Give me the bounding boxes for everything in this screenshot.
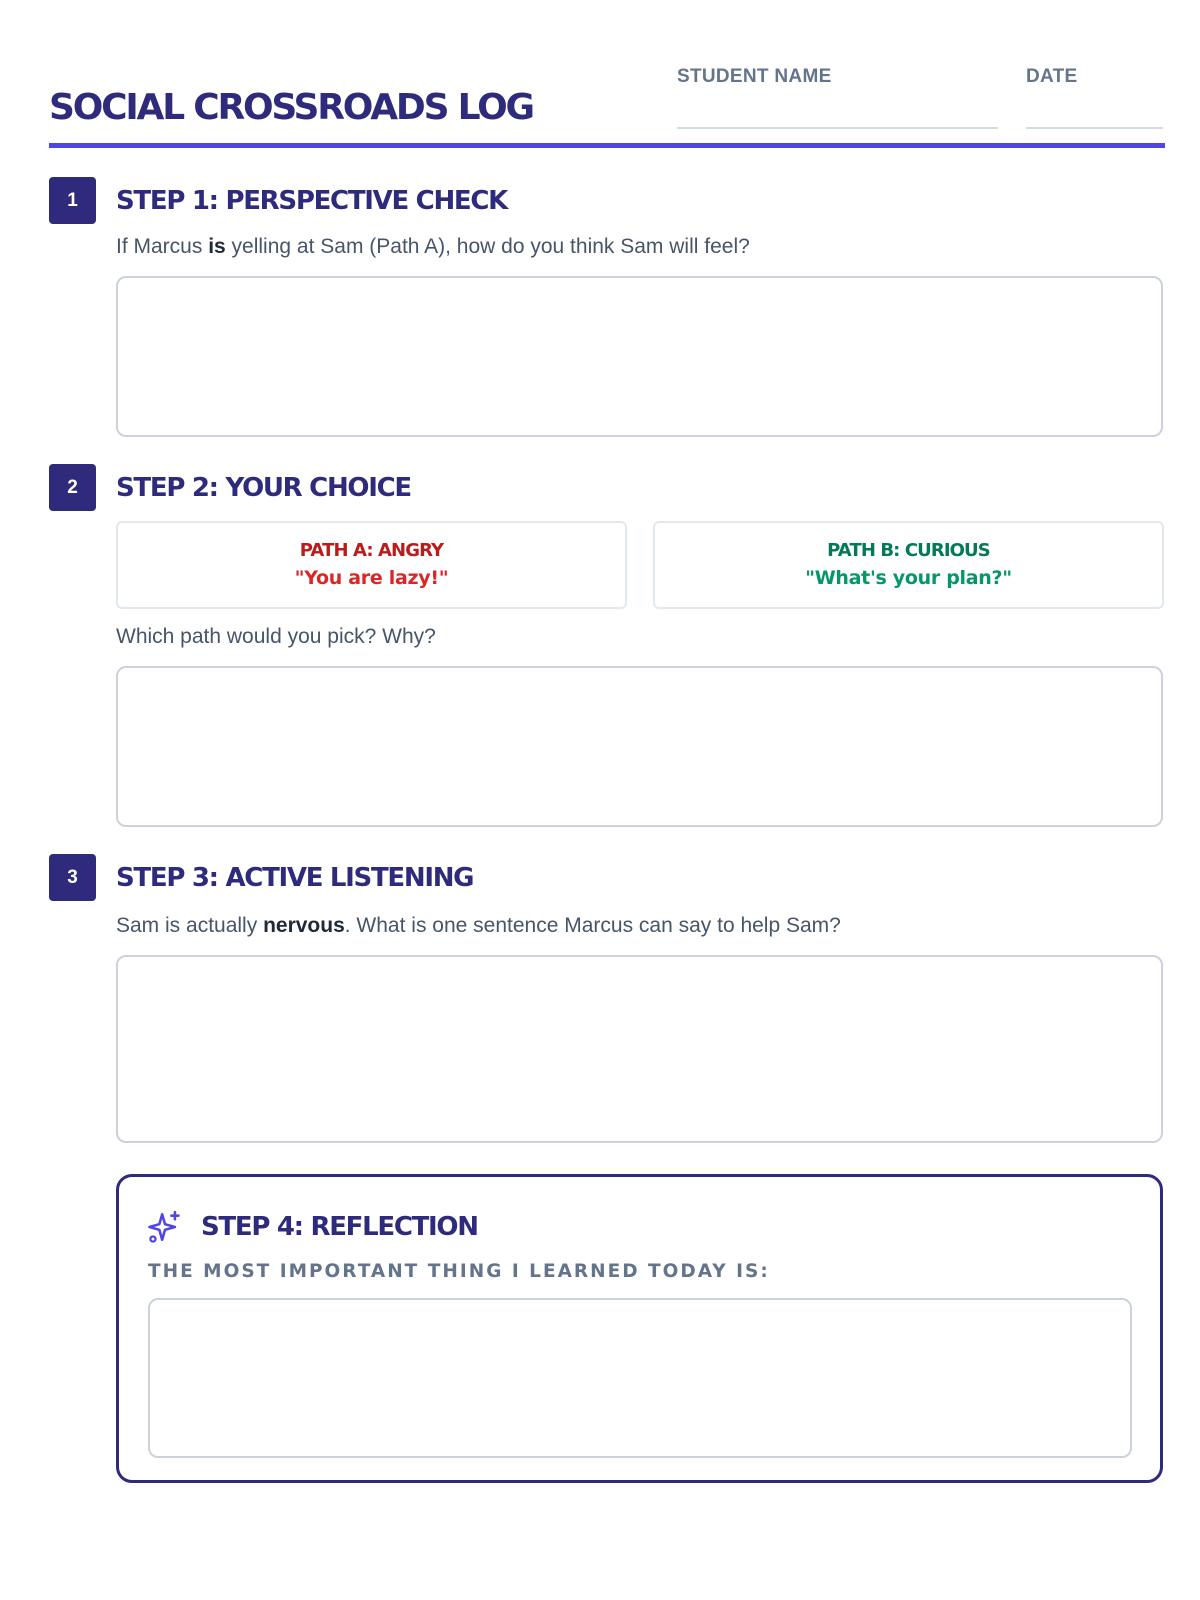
step1-title: STEP 1: PERSPECTIVE CHECK xyxy=(116,186,508,216)
step-number-badge: 1 xyxy=(49,177,96,224)
prompt-text: Sam is actually xyxy=(116,914,264,937)
prompt-text: . What is one sentence Marcus can say to help Sam? xyxy=(344,914,841,937)
step3-answer-box[interactable] xyxy=(116,955,1163,1143)
path-b-card xyxy=(653,521,1164,609)
path-b-label: PATH B: CURIOUS xyxy=(827,540,990,561)
step3-title: STEP 3: ACTIVE LISTENING xyxy=(116,863,474,893)
student-name-field[interactable] xyxy=(677,127,998,129)
step4-title: STEP 4: REFLECTION xyxy=(201,1212,478,1242)
prompt-emphasis: nervous xyxy=(263,914,345,937)
prompt-text: If Marcus xyxy=(116,235,209,258)
step-number-badge: 2 xyxy=(49,464,96,511)
reflection-panel xyxy=(116,1174,1163,1483)
step3-prompt xyxy=(116,913,841,939)
reflection-label: THE MOST IMPORTANT THING I LEARNED TODAY IS: xyxy=(148,1261,770,1282)
step2-answer-box[interactable] xyxy=(116,666,1163,827)
date-label: DATE xyxy=(1026,66,1078,87)
path-a-quote: "You are lazy!" xyxy=(294,567,449,589)
prompt-emphasis: is xyxy=(208,235,226,258)
student-name-label: STUDENT NAME xyxy=(677,66,832,87)
date-field[interactable] xyxy=(1026,127,1163,129)
step1-prompt xyxy=(116,234,750,260)
step2-prompt: Which path would you pick? Why? xyxy=(116,625,436,648)
sparkles-icon xyxy=(148,1210,182,1244)
header-divider xyxy=(49,143,1165,148)
reflection-answer-box[interactable] xyxy=(148,1298,1132,1458)
step1-answer-box[interactable] xyxy=(116,276,1163,437)
path-a-label: PATH A: ANGRY xyxy=(299,540,444,561)
path-a-card xyxy=(116,521,627,609)
step-number-badge: 3 xyxy=(49,854,96,901)
path-b-quote: "What's your plan?" xyxy=(805,567,1012,589)
step2-title: STEP 2: YOUR CHOICE xyxy=(116,473,411,503)
page-title: SOCIAL CROSSROADS LOG xyxy=(49,87,533,128)
prompt-text: yelling at Sam (Path A), how do you think Sam will feel? xyxy=(225,235,750,258)
